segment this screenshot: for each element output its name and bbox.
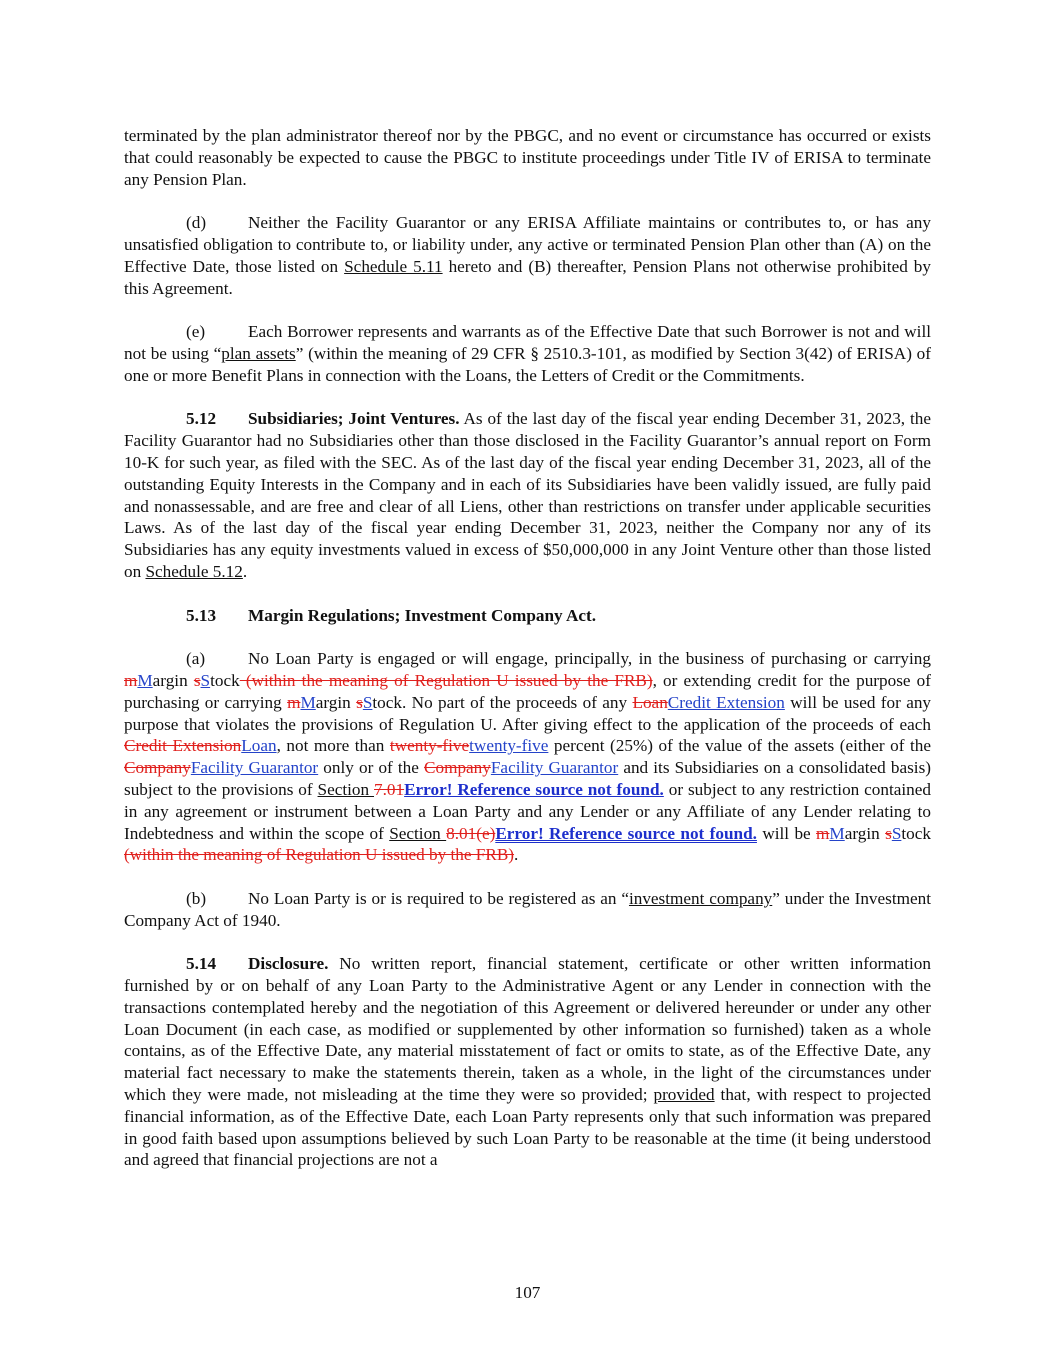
insertion-mark: S: [200, 670, 211, 690]
defined-term-investment-company: investment company: [628, 888, 773, 908]
insertion-mark: Facility Guarantor: [490, 758, 619, 778]
deletion-mark: Company: [124, 758, 191, 778]
insertion-mark: M: [829, 823, 845, 843]
deletion-mark: s: [885, 823, 892, 843]
paragraph-5-13-b: (b) No Loan Party is or is required to be registered as an “investment company” under the Investment Company Act of 1940.: [124, 888, 931, 930]
section-number: 5.12: [186, 409, 217, 429]
deletion-mark: (within the meaning of Regulation U issued by the FRB): [239, 670, 653, 690]
section-number: 5.13: [186, 605, 217, 625]
insertion-mark: Facility Guarantor: [190, 758, 319, 778]
error-reference[interactable]: Error! Reference source not found.: [404, 779, 664, 799]
page-number: 107: [514, 1283, 541, 1302]
deletion-mark: Company: [424, 758, 491, 778]
insertion-mark: M: [137, 670, 153, 690]
deletion-mark: s: [193, 670, 201, 690]
schedule-5-11-link[interactable]: Schedule 5.11: [344, 256, 443, 276]
deletion-mark: 7.01: [374, 779, 405, 799]
section-title: Disclosure.: [248, 954, 329, 974]
paragraph-5-11-e: (e) Each Borrower represents and warrants as of the Effective Date that such Borrower is not and will not be using “plan assets” (within the meaning of 29 CFR § 2510.3-101, as modified by Section 3(42) of ERISA) of one or more Benefit Plans in connection with the Loans, the Letters of Credit or the Commitments.: [124, 322, 931, 385]
document-page: [124, 125, 931, 1193]
insertion-mark: Loan: [241, 736, 277, 756]
schedule-5-12-link[interactable]: Schedule 5.12: [145, 561, 243, 581]
section-reference[interactable]: Section: [317, 779, 375, 799]
insertion-mark: S: [362, 692, 373, 712]
section-5-12: 5.12 Subsidiaries; Joint Ventures. As of the last day of the fiscal year ending December 31, 2023, the Facility Guarantor had no Subsidiaries other than those disclosed in the Facility Guarantor’s annual report on Form 10-K for such year, as filed with the SEC. As of the last day of the fiscal year ending December 31, 2023, all of the outstanding Equity Interests in the Company and in each of its Subsidiaries have been validly issued, are fully paid and nonassessable, and are free and clear of all Liens, other than restrictions on transfer under applicable securities Laws. As of the last day of the fiscal year ending December 31, 2023, neither the Company nor any of its Subsidiaries has any equity investments valued in excess of $50,000,000 in any Joint Venture other than those listed on Schedule 5.12.: [124, 409, 931, 581]
section-title: Subsidiaries; Joint Ventures.: [248, 409, 460, 429]
insertion-mark: Credit Extension: [667, 692, 785, 712]
section-reference[interactable]: Section: [389, 823, 447, 843]
item-label: (d): [186, 213, 207, 233]
section-5-14: 5.14 Disclosure. No written report, financial statement, certificate or other written information furnished by or on behalf of any Loan Party to the Administrative Agent or any Lender in connection with the transactions contemplated hereby and the negotiation of this Agreement or delivered hereunder or under any other Loan Document (in each case, as modified or supplemented by other information so furnished) taken as a whole contains, as of the Effective Date, any material misstatement of fact or omits to state, as of the Effective Date, any material fact necessary to make the statements therein, taken as a whole, in the light of the circumstances under which they were made, not misleading at the time they were so provided; provided that, with respect to projected financial information, as of the Effective Date, each Loan Party represents only that such information was prepared in good faith based upon assumptions believed by such Loan Party to be reasonable at the time (it being understood and agreed that financial projections are not a: [124, 954, 932, 1170]
deletion-mark: (within the meaning of Regulation U issued by the FRB): [124, 845, 515, 865]
deletion-mark: m: [816, 823, 830, 843]
deletion-mark: m: [287, 692, 301, 712]
item-label: (e): [186, 322, 206, 342]
defined-term-plan-assets: plan assets: [221, 343, 296, 363]
deletion-mark: m: [124, 670, 138, 690]
paragraph-5-13-a: (a) No Loan Party is engaged or will engage, principally, in the business of purchasing or carrying mMargin sStock (within the meaning of Regulation U issued by the FRB), or extending credit for the purpose of purchasing or carrying mMargin sStock. No part of the proceeds of any LoanCredit Extension will be used for any purpose that violates the provisions of Regulation U. After giving effect to the application of the proceeds of each Credit ExtensionLoan, not more than twenty-fivetwenty-five percent (25%) of the value of the assets (either of the CompanyFacility Guarantor only or of the CompanyFacility Guarantor and its Subsidiaries on a consolidated basis) subject to the provisions of Section 7.01Error! Reference source not found. or subject to any restriction contained in any agreement or instrument between a Loan Party and any Lender or any Affiliate of any Lender relating to Indebtedness and within the scope of Section 8.01(e)Error! Reference source not found. will be mMargin sStock (within the meaning of Regulation U issued by the FRB).: [124, 649, 932, 865]
deletion-mark: twenty-five: [389, 736, 470, 756]
section-5-13-heading: [124, 605, 931, 627]
section-title: Margin Regulations; Investment Company Act.: [248, 605, 597, 625]
provided-term: provided: [653, 1085, 715, 1105]
deletion-mark: Loan: [632, 692, 668, 712]
insertion-mark: S: [891, 823, 902, 843]
deletion-mark: Credit Extension: [124, 736, 242, 756]
paragraph-5-11-d: (d) Neither the Facility Guarantor or any ERISA Affiliate maintains or contributes to, or has any unsatisfied obligation to contribute to, or liability under, any active or terminated Pension Plan other than (A) on the Effective Date, those listed on Schedule 5.11 hereto and (B) thereafter, Pension Plans not otherwise prohibited by this Agreement.: [124, 213, 931, 298]
deletion-mark: 8.01(e): [446, 823, 496, 843]
insertion-mark: twenty-five: [469, 736, 549, 756]
item-label: (a): [186, 649, 206, 669]
insertion-mark: M: [300, 692, 316, 712]
error-reference[interactable]: Error! Reference source not found.: [495, 823, 757, 843]
deletion-mark: s: [356, 692, 363, 712]
paragraph-intro: terminated by the plan administrator thereof nor by the PBGC, and no event or circumstance has occurred or exists that could reasonably be expected to cause the PBGC to institute proceedings under Title IV of ERISA to terminate any Pension Plan.: [124, 126, 931, 189]
section-number: 5.14: [186, 954, 217, 974]
item-label: (b): [186, 888, 207, 908]
